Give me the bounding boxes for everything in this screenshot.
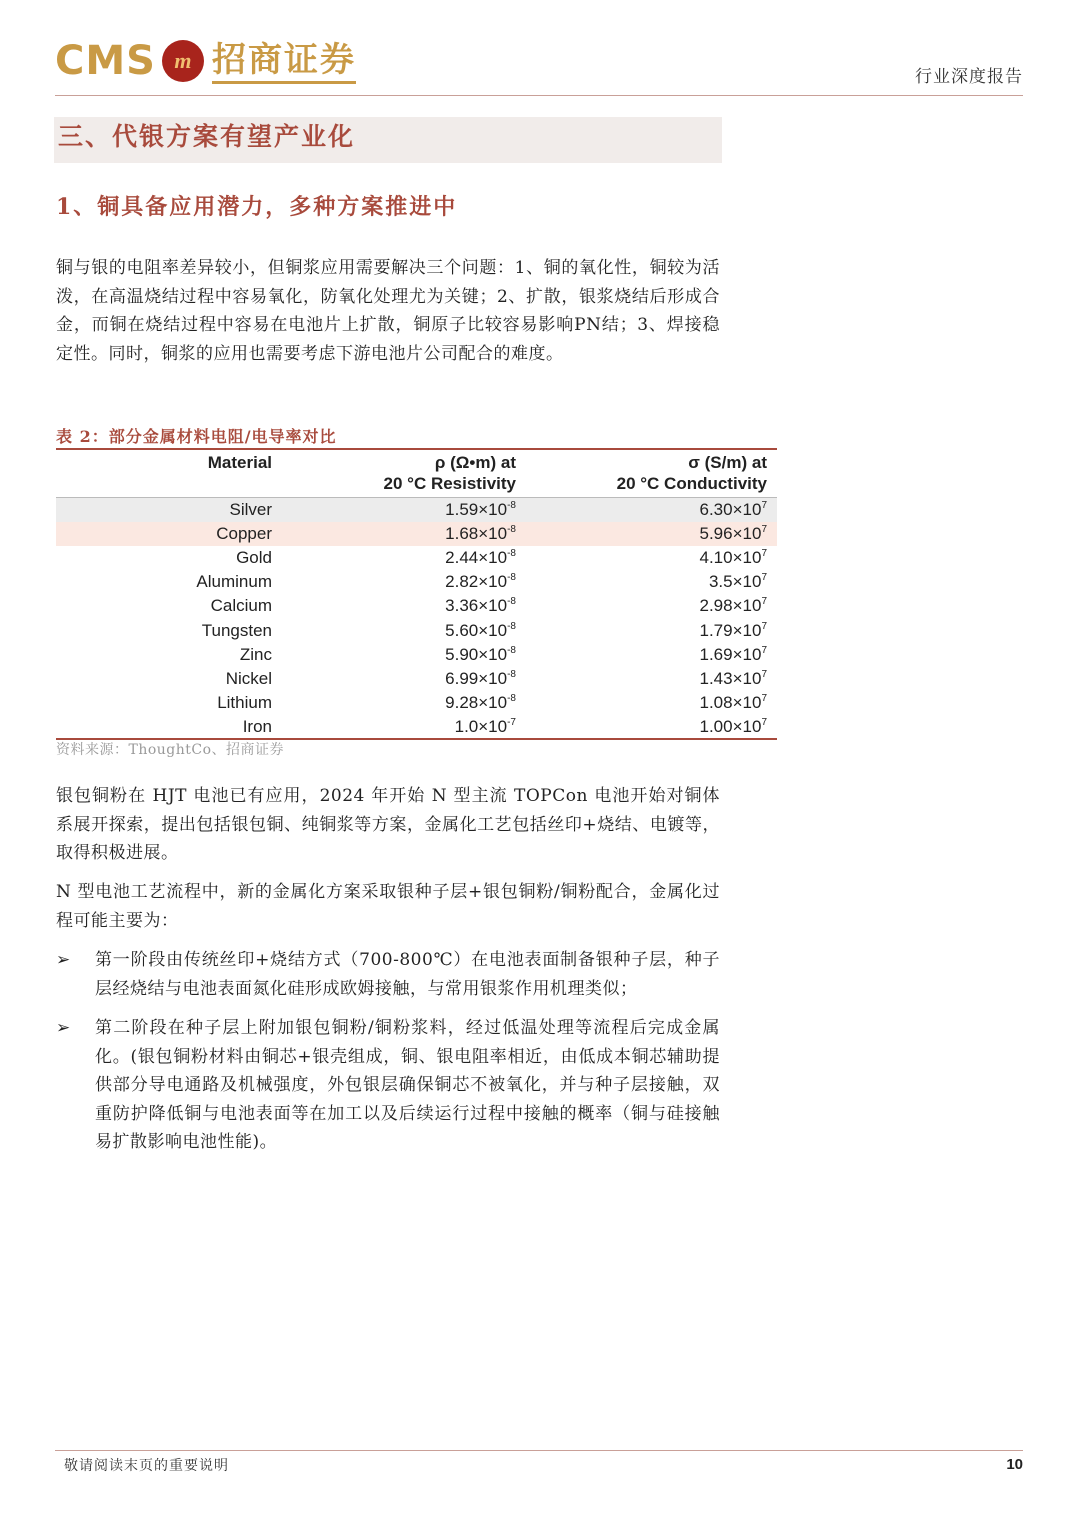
cell-material: Zinc — [239, 644, 272, 664]
cell-material: Calcium — [210, 596, 272, 616]
paragraph-copper-issues: 铜与银的电阻率差异较小，但铜浆应用需要解决三个问题：1、铜的氧化性，铜较为活泼，在高温烧结过程中容易氧化，防氧化处理尤为关键；2、扩散，银浆烧结后形成合金，而铜在烧结过程中容易在电池片上扩散，铜原子比较容易影响PN结；3、焊接稳定性。同时，铜浆的应用也需要考虑下游电池片公司配合的难度。 — [56, 258, 720, 364]
table-row — [56, 546, 777, 570]
footer-disclaimer-note: 敬请阅读末页的重要说明 — [64, 1458, 229, 1474]
cell-conductivity: $1.00\times 10^7$ — [516, 715, 777, 739]
bullet-text: 第一阶段由传统丝印+烧结方式（700-800℃）在电池表面制备银种子层，种子层经烧结与电池表面氮化硅形成欧姆接触，与常用银浆作用机理类似； — [95, 950, 720, 999]
cell-resistivity: $3.36\times 10^{-8}$ — [445, 596, 516, 616]
cell-resistivity: $2.44\times 10^{-8}$ — [445, 547, 516, 567]
table-row — [56, 570, 777, 594]
cell-resistivity: $2.82\times 10^{-8}$ — [445, 572, 516, 592]
logo-cn-text: 招商证券 — [212, 39, 356, 84]
cell-resistivity: $6.99\times 10^{-8}$ — [445, 668, 516, 688]
cell-conductivity: $1.69\times 10^7$ — [699, 644, 767, 664]
arrow-bullet-icon: ➢ — [56, 1018, 71, 1038]
cell-conductivity: $3.5\times 10^7$ — [708, 572, 767, 592]
cell-material: Copper — [56, 522, 272, 546]
subsection-title: 1、铜具备应用潜力，多种方案推进中 — [56, 194, 458, 220]
header-resistivity: ρ (Ω•m) at 20 °C Resistivity — [272, 450, 516, 498]
table-header-row — [56, 450, 777, 498]
cell-material: Aluminum — [196, 572, 272, 592]
header-conductivity: σ (S/m) at 20 °C Conductivity — [516, 450, 777, 498]
table-row — [56, 498, 777, 522]
table-row — [56, 667, 777, 691]
cell-material: Silver — [56, 498, 272, 522]
table-row — [56, 522, 777, 546]
cell-conductivity: $1.08\times 10^7$ — [699, 693, 767, 713]
table-row — [56, 691, 777, 715]
cell-resistivity: $1.68\times 10^{-8}$ — [272, 522, 516, 546]
logo-text: CMS — [55, 38, 156, 84]
paragraph-metallization-process: N 型电池工艺流程中，新的金属化方案采取银种子层+银包铜粉/铜粉配合，金属化过程可能主要为： — [56, 882, 720, 931]
report-type: 行业深度报告 — [915, 67, 1023, 87]
cell-conductivity: $5.96\times 10^7$ — [516, 522, 777, 546]
cms-logo — [55, 36, 356, 86]
table-row — [56, 715, 777, 739]
logo-emblem-icon: m — [162, 40, 204, 82]
cell-resistivity: $5.60\times 10^{-8}$ — [445, 620, 516, 640]
table-caption: 表 2：部分金属材料电阻/电导率对比 — [56, 427, 337, 446]
page-header — [55, 36, 1023, 96]
cell-resistivity: $1.59\times 10^{-8}$ — [272, 498, 516, 522]
footer-rule — [55, 1450, 1023, 1451]
table-source: 资料来源：ThoughtCo、招商证券 — [56, 742, 285, 758]
cell-conductivity: $2.98\times 10^7$ — [699, 596, 767, 616]
table-row — [56, 643, 777, 667]
table-row — [56, 618, 777, 642]
cell-material: Gold — [236, 547, 272, 567]
cell-conductivity: $4.10\times 10^7$ — [699, 547, 767, 567]
cell-resistivity: $5.90\times 10^{-8}$ — [445, 644, 516, 664]
metal-resistivity-table — [56, 450, 777, 740]
cell-material: Lithium — [217, 693, 272, 713]
cell-material: Nickel — [225, 668, 272, 688]
cell-material: Iron — [56, 715, 272, 739]
cell-conductivity: $1.43\times 10^7$ — [699, 668, 767, 688]
page-number: 10 — [1006, 1456, 1023, 1473]
paragraph-silver-coated-copper: 银包铜粉在 HJT 电池已有应用，2024 年开始 N 型主流 TOPCon 电池开始对铜体系展开探索，提出包括银包铜、纯铜浆等方案，金属化工艺包括丝印+烧结、电镀等，取得积极进展。 — [56, 786, 720, 863]
table-row — [56, 594, 777, 618]
arrow-bullet-icon: ➢ — [56, 950, 71, 970]
cell-conductivity: $6.30\times 10^7$ — [516, 498, 777, 522]
cell-resistivity: $1.0\times 10^{-7}$ — [272, 715, 516, 739]
bullet-text: 第二阶段在种子层上附加银包铜粉/铜粉浆料，经过低温处理等流程后完成金属化。(银包铜粉材料由铜芯+银壳组成，铜、银电阻率相近，由低成本铜芯辅助提供部分导电通路及机械强度，外包银层确保铜芯不被氧化，并与种子层接触，双重防护降低铜与电池表面等在加工以及后续运行过程中接触的概率（铜与硅接触易扩散影响电池性能)。 — [95, 1018, 720, 1152]
section-title: 三、代银方案有望产业化 — [58, 122, 356, 151]
header-material: Material — [56, 450, 272, 498]
cell-resistivity: $9.28\times 10^{-8}$ — [445, 693, 516, 713]
cell-material: Tungsten — [201, 620, 272, 640]
cell-conductivity: $1.79\times 10^7$ — [699, 620, 767, 640]
